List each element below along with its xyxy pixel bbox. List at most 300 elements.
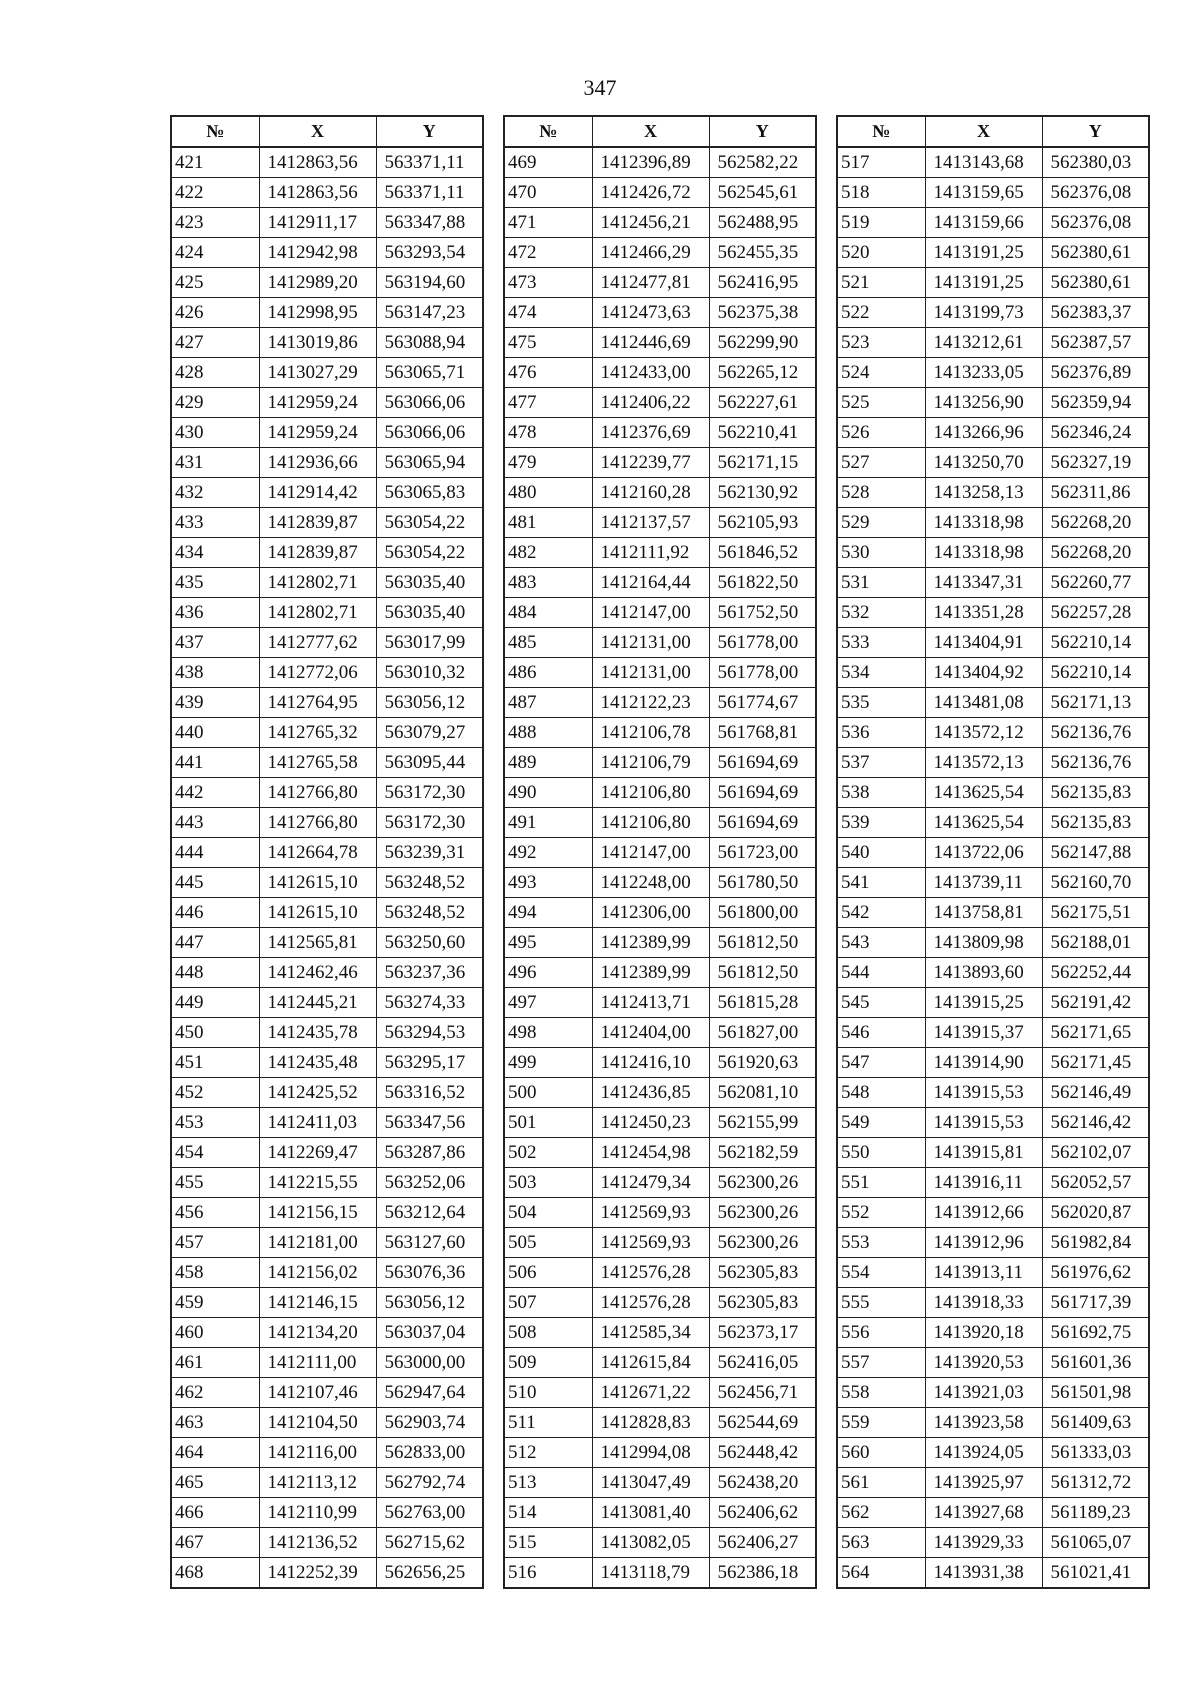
cell-x: 1412615,84 bbox=[592, 1348, 709, 1378]
table-row bbox=[504, 1138, 816, 1168]
cell-y: 562305,83 bbox=[709, 1258, 816, 1288]
table-row bbox=[837, 1168, 1149, 1198]
header-number: № bbox=[171, 116, 259, 147]
table-row bbox=[837, 238, 1149, 268]
cell-y: 561812,50 bbox=[709, 928, 816, 958]
cell-number: 524 bbox=[837, 358, 925, 388]
table-row bbox=[171, 1558, 483, 1589]
cell-x: 1412116,00 bbox=[259, 1438, 376, 1468]
cell-x: 1412473,63 bbox=[592, 298, 709, 328]
cell-y: 563194,60 bbox=[376, 268, 483, 298]
cell-y: 562305,83 bbox=[709, 1288, 816, 1318]
cell-y: 562380,03 bbox=[1042, 147, 1149, 178]
cell-number: 563 bbox=[837, 1528, 925, 1558]
header-y: Y bbox=[709, 116, 816, 147]
cell-x: 1412164,44 bbox=[592, 568, 709, 598]
cell-x: 1412802,71 bbox=[259, 598, 376, 628]
cell-y: 561768,81 bbox=[709, 718, 816, 748]
table-row bbox=[504, 688, 816, 718]
cell-y: 563066,06 bbox=[376, 418, 483, 448]
cell-x: 1412426,72 bbox=[592, 178, 709, 208]
table-row bbox=[837, 1378, 1149, 1408]
cell-number: 421 bbox=[171, 147, 259, 178]
cell-y: 562260,77 bbox=[1042, 568, 1149, 598]
cell-x: 1412396,89 bbox=[592, 147, 709, 178]
cell-x: 1412156,15 bbox=[259, 1198, 376, 1228]
table-row bbox=[504, 147, 816, 178]
cell-y: 563347,88 bbox=[376, 208, 483, 238]
table-row bbox=[837, 688, 1149, 718]
cell-number: 549 bbox=[837, 1108, 925, 1138]
table-row bbox=[837, 1048, 1149, 1078]
cell-number: 502 bbox=[504, 1138, 592, 1168]
cell-x: 1412454,98 bbox=[592, 1138, 709, 1168]
table-row bbox=[504, 448, 816, 478]
cell-y: 562406,27 bbox=[709, 1528, 816, 1558]
cell-number: 551 bbox=[837, 1168, 925, 1198]
cell-y: 562268,20 bbox=[1042, 508, 1149, 538]
table-row bbox=[837, 1138, 1149, 1168]
cell-x: 1412477,81 bbox=[592, 268, 709, 298]
cell-x: 1412111,00 bbox=[259, 1348, 376, 1378]
table-row bbox=[171, 1438, 483, 1468]
cell-number: 519 bbox=[837, 208, 925, 238]
cell-number: 468 bbox=[171, 1558, 259, 1589]
table-row bbox=[171, 418, 483, 448]
cell-x: 1413931,38 bbox=[925, 1558, 1042, 1589]
table-row bbox=[171, 508, 483, 538]
header-x: X bbox=[259, 116, 376, 147]
table-row bbox=[837, 388, 1149, 418]
cell-number: 540 bbox=[837, 838, 925, 868]
cell-x: 1413191,25 bbox=[925, 268, 1042, 298]
cell-x: 1412450,23 bbox=[592, 1108, 709, 1138]
table-row bbox=[171, 1258, 483, 1288]
cell-number: 503 bbox=[504, 1168, 592, 1198]
cell-y: 561692,75 bbox=[1042, 1318, 1149, 1348]
table-row bbox=[171, 178, 483, 208]
cell-x: 1413199,73 bbox=[925, 298, 1042, 328]
cell-number: 429 bbox=[171, 388, 259, 418]
cell-y: 562380,61 bbox=[1042, 238, 1149, 268]
cell-x: 1413250,70 bbox=[925, 448, 1042, 478]
cell-number: 423 bbox=[171, 208, 259, 238]
table-row bbox=[171, 868, 483, 898]
coordinate-table-3 bbox=[836, 115, 1150, 1589]
table-row bbox=[504, 1198, 816, 1228]
table-row bbox=[171, 598, 483, 628]
cell-x: 1412911,17 bbox=[259, 208, 376, 238]
cell-x: 1412376,69 bbox=[592, 418, 709, 448]
cell-number: 515 bbox=[504, 1528, 592, 1558]
cell-x: 1413082,05 bbox=[592, 1528, 709, 1558]
table-row bbox=[171, 778, 483, 808]
cell-x: 1413912,66 bbox=[925, 1198, 1042, 1228]
cell-x: 1412269,47 bbox=[259, 1138, 376, 1168]
cell-x: 1413739,11 bbox=[925, 868, 1042, 898]
cell-number: 486 bbox=[504, 658, 592, 688]
cell-y: 562327,19 bbox=[1042, 448, 1149, 478]
table-row bbox=[504, 268, 816, 298]
cell-x: 1412479,34 bbox=[592, 1168, 709, 1198]
cell-number: 541 bbox=[837, 868, 925, 898]
cell-y: 562300,26 bbox=[709, 1198, 816, 1228]
cell-number: 517 bbox=[837, 147, 925, 178]
cell-x: 1413027,29 bbox=[259, 358, 376, 388]
cell-x: 1412445,21 bbox=[259, 988, 376, 1018]
table-row bbox=[504, 418, 816, 448]
cell-y: 561065,07 bbox=[1042, 1528, 1149, 1558]
cell-y: 561312,72 bbox=[1042, 1468, 1149, 1498]
cell-y: 561409,63 bbox=[1042, 1408, 1149, 1438]
cell-y: 562102,07 bbox=[1042, 1138, 1149, 1168]
cell-y: 562081,10 bbox=[709, 1078, 816, 1108]
cell-x: 1412111,92 bbox=[592, 538, 709, 568]
table-row bbox=[837, 1078, 1149, 1108]
cell-x: 1413625,54 bbox=[925, 808, 1042, 838]
cell-number: 514 bbox=[504, 1498, 592, 1528]
cell-y: 562656,25 bbox=[376, 1558, 483, 1589]
cell-x: 1412306,00 bbox=[592, 898, 709, 928]
table-row bbox=[837, 958, 1149, 988]
table-row bbox=[837, 147, 1149, 178]
cell-y: 561982,84 bbox=[1042, 1228, 1149, 1258]
table-row bbox=[171, 1408, 483, 1438]
cell-number: 491 bbox=[504, 808, 592, 838]
cell-y: 563017,99 bbox=[376, 628, 483, 658]
header-x: X bbox=[592, 116, 709, 147]
cell-y: 562715,62 bbox=[376, 1528, 483, 1558]
cell-number: 507 bbox=[504, 1288, 592, 1318]
table-row bbox=[171, 1468, 483, 1498]
table-row bbox=[837, 538, 1149, 568]
cell-x: 1413318,98 bbox=[925, 538, 1042, 568]
table-row bbox=[504, 1288, 816, 1318]
cell-number: 531 bbox=[837, 568, 925, 598]
cell-y: 562376,08 bbox=[1042, 178, 1149, 208]
cell-number: 564 bbox=[837, 1558, 925, 1589]
cell-y: 562792,74 bbox=[376, 1468, 483, 1498]
cell-x: 1412863,56 bbox=[259, 178, 376, 208]
cell-x: 1412248,00 bbox=[592, 868, 709, 898]
table-row bbox=[171, 958, 483, 988]
cell-x: 1412565,81 bbox=[259, 928, 376, 958]
cell-number: 422 bbox=[171, 178, 259, 208]
cell-y: 563065,83 bbox=[376, 478, 483, 508]
cell-number: 556 bbox=[837, 1318, 925, 1348]
table-row bbox=[504, 808, 816, 838]
cell-x: 1413572,13 bbox=[925, 748, 1042, 778]
cell-x: 1412462,46 bbox=[259, 958, 376, 988]
cell-number: 545 bbox=[837, 988, 925, 1018]
cell-x: 1412828,83 bbox=[592, 1408, 709, 1438]
cell-x: 1413893,60 bbox=[925, 958, 1042, 988]
cell-x: 1412131,00 bbox=[592, 628, 709, 658]
cell-number: 442 bbox=[171, 778, 259, 808]
cell-x: 1412136,52 bbox=[259, 1528, 376, 1558]
cell-number: 470 bbox=[504, 178, 592, 208]
cell-y: 562146,42 bbox=[1042, 1108, 1149, 1138]
cell-x: 1412777,62 bbox=[259, 628, 376, 658]
cell-number: 466 bbox=[171, 1498, 259, 1528]
table-row bbox=[171, 1348, 483, 1378]
cell-y: 563295,17 bbox=[376, 1048, 483, 1078]
cell-number: 454 bbox=[171, 1138, 259, 1168]
cell-number: 539 bbox=[837, 808, 925, 838]
cell-y: 562299,90 bbox=[709, 328, 816, 358]
cell-x: 1412942,98 bbox=[259, 238, 376, 268]
cell-x: 1413925,97 bbox=[925, 1468, 1042, 1498]
cell-y: 562052,57 bbox=[1042, 1168, 1149, 1198]
cell-x: 1413758,81 bbox=[925, 898, 1042, 928]
cell-number: 554 bbox=[837, 1258, 925, 1288]
cell-number: 482 bbox=[504, 538, 592, 568]
cell-x: 1412585,34 bbox=[592, 1318, 709, 1348]
cell-x: 1413481,08 bbox=[925, 688, 1042, 718]
cell-number: 452 bbox=[171, 1078, 259, 1108]
cell-x: 1412936,66 bbox=[259, 448, 376, 478]
cell-y: 561822,50 bbox=[709, 568, 816, 598]
table-row bbox=[837, 1438, 1149, 1468]
cell-x: 1413318,98 bbox=[925, 508, 1042, 538]
cell-x: 1412404,00 bbox=[592, 1018, 709, 1048]
cell-x: 1413572,12 bbox=[925, 718, 1042, 748]
table-row bbox=[504, 208, 816, 238]
cell-x: 1412959,24 bbox=[259, 388, 376, 418]
cell-y: 563248,52 bbox=[376, 868, 483, 898]
table-row bbox=[504, 478, 816, 508]
table-row bbox=[837, 1498, 1149, 1528]
table-row bbox=[171, 238, 483, 268]
table-row bbox=[504, 1528, 816, 1558]
table-row bbox=[504, 718, 816, 748]
cell-number: 496 bbox=[504, 958, 592, 988]
cell-number: 451 bbox=[171, 1048, 259, 1078]
cell-y: 562160,70 bbox=[1042, 868, 1149, 898]
table-row bbox=[504, 1048, 816, 1078]
table-row bbox=[837, 718, 1149, 748]
cell-x: 1412959,24 bbox=[259, 418, 376, 448]
cell-number: 547 bbox=[837, 1048, 925, 1078]
cell-number: 559 bbox=[837, 1408, 925, 1438]
table-row bbox=[171, 478, 483, 508]
cell-number: 497 bbox=[504, 988, 592, 1018]
cell-y: 562373,17 bbox=[709, 1318, 816, 1348]
cell-x: 1412998,95 bbox=[259, 298, 376, 328]
cell-y: 562416,95 bbox=[709, 268, 816, 298]
cell-x: 1412671,22 bbox=[592, 1378, 709, 1408]
cell-x: 1413923,58 bbox=[925, 1408, 1042, 1438]
cell-y: 563248,52 bbox=[376, 898, 483, 928]
cell-y: 562455,35 bbox=[709, 238, 816, 268]
table-row bbox=[504, 778, 816, 808]
cell-number: 525 bbox=[837, 388, 925, 418]
table-row bbox=[837, 1558, 1149, 1589]
cell-y: 562544,69 bbox=[709, 1408, 816, 1438]
cell-x: 1413351,28 bbox=[925, 598, 1042, 628]
cell-x: 1412131,00 bbox=[592, 658, 709, 688]
cell-y: 562135,83 bbox=[1042, 778, 1149, 808]
cell-y: 562380,61 bbox=[1042, 268, 1149, 298]
table-row bbox=[171, 568, 483, 598]
cell-y: 562210,41 bbox=[709, 418, 816, 448]
cell-y: 562387,57 bbox=[1042, 328, 1149, 358]
cell-number: 475 bbox=[504, 328, 592, 358]
cell-y: 562376,08 bbox=[1042, 208, 1149, 238]
cell-x: 1413212,61 bbox=[925, 328, 1042, 358]
cell-number: 462 bbox=[171, 1378, 259, 1408]
cell-number: 478 bbox=[504, 418, 592, 448]
cell-y: 562311,86 bbox=[1042, 478, 1149, 508]
cell-x: 1412425,52 bbox=[259, 1078, 376, 1108]
cell-x: 1412764,95 bbox=[259, 688, 376, 718]
cell-x: 1413347,31 bbox=[925, 568, 1042, 598]
header-y: Y bbox=[376, 116, 483, 147]
table-row bbox=[504, 388, 816, 418]
cell-x: 1413915,81 bbox=[925, 1138, 1042, 1168]
cell-number: 526 bbox=[837, 418, 925, 448]
cell-x: 1412664,78 bbox=[259, 838, 376, 868]
cell-number: 457 bbox=[171, 1228, 259, 1258]
cell-y: 562182,59 bbox=[709, 1138, 816, 1168]
cell-x: 1412994,08 bbox=[592, 1438, 709, 1468]
table-row bbox=[504, 958, 816, 988]
cell-x: 1412239,77 bbox=[592, 448, 709, 478]
cell-number: 444 bbox=[171, 838, 259, 868]
cell-x: 1412435,48 bbox=[259, 1048, 376, 1078]
header-y: Y bbox=[1042, 116, 1149, 147]
cell-number: 456 bbox=[171, 1198, 259, 1228]
cell-y: 561920,63 bbox=[709, 1048, 816, 1078]
cell-number: 492 bbox=[504, 838, 592, 868]
table-row bbox=[504, 1168, 816, 1198]
cell-number: 453 bbox=[171, 1108, 259, 1138]
cell-number: 489 bbox=[504, 748, 592, 778]
header-number: № bbox=[837, 116, 925, 147]
cell-x: 1412413,71 bbox=[592, 988, 709, 1018]
cell-x: 1413159,65 bbox=[925, 178, 1042, 208]
table-row bbox=[504, 1378, 816, 1408]
cell-y: 562135,83 bbox=[1042, 808, 1149, 838]
cell-number: 509 bbox=[504, 1348, 592, 1378]
cell-y: 562416,05 bbox=[709, 1348, 816, 1378]
cell-x: 1412389,99 bbox=[592, 958, 709, 988]
cell-x: 1412106,78 bbox=[592, 718, 709, 748]
cell-number: 484 bbox=[504, 598, 592, 628]
table-row bbox=[171, 688, 483, 718]
table-row bbox=[837, 1258, 1149, 1288]
cell-number: 499 bbox=[504, 1048, 592, 1078]
cell-y: 562146,49 bbox=[1042, 1078, 1149, 1108]
cell-y: 563065,94 bbox=[376, 448, 483, 478]
cell-number: 548 bbox=[837, 1078, 925, 1108]
coordinate-table-2 bbox=[503, 115, 817, 1589]
cell-y: 563239,31 bbox=[376, 838, 483, 868]
table-row bbox=[171, 448, 483, 478]
cell-number: 425 bbox=[171, 268, 259, 298]
cell-x: 1412569,93 bbox=[592, 1228, 709, 1258]
cell-x: 1413143,68 bbox=[925, 147, 1042, 178]
cell-x: 1412433,00 bbox=[592, 358, 709, 388]
cell-number: 560 bbox=[837, 1438, 925, 1468]
cell-y: 562147,88 bbox=[1042, 838, 1149, 868]
cell-x: 1413929,33 bbox=[925, 1528, 1042, 1558]
cell-number: 449 bbox=[171, 988, 259, 1018]
table-row bbox=[504, 1108, 816, 1138]
table-row bbox=[837, 1408, 1149, 1438]
table-row bbox=[171, 838, 483, 868]
cell-number: 479 bbox=[504, 448, 592, 478]
cell-x: 1412252,39 bbox=[259, 1558, 376, 1589]
cell-x: 1413081,40 bbox=[592, 1498, 709, 1528]
cell-number: 441 bbox=[171, 748, 259, 778]
table-row bbox=[171, 1198, 483, 1228]
cell-y: 561827,00 bbox=[709, 1018, 816, 1048]
table-row bbox=[504, 1468, 816, 1498]
cell-number: 459 bbox=[171, 1288, 259, 1318]
table-row bbox=[504, 838, 816, 868]
cell-number: 424 bbox=[171, 238, 259, 268]
cell-number: 480 bbox=[504, 478, 592, 508]
cell-x: 1412122,23 bbox=[592, 688, 709, 718]
cell-x: 1413916,11 bbox=[925, 1168, 1042, 1198]
cell-x: 1413921,03 bbox=[925, 1378, 1042, 1408]
cell-number: 465 bbox=[171, 1468, 259, 1498]
cell-x: 1413047,49 bbox=[592, 1468, 709, 1498]
cell-y: 563294,53 bbox=[376, 1018, 483, 1048]
cell-x: 1412156,02 bbox=[259, 1258, 376, 1288]
cell-y: 561694,69 bbox=[709, 808, 816, 838]
cell-number: 437 bbox=[171, 628, 259, 658]
cell-number: 485 bbox=[504, 628, 592, 658]
table-row bbox=[837, 778, 1149, 808]
cell-y: 562191,42 bbox=[1042, 988, 1149, 1018]
cell-number: 538 bbox=[837, 778, 925, 808]
cell-x: 1412435,78 bbox=[259, 1018, 376, 1048]
cell-x: 1413915,53 bbox=[925, 1108, 1042, 1138]
cell-y: 562171,13 bbox=[1042, 688, 1149, 718]
cell-y: 563172,30 bbox=[376, 778, 483, 808]
table-row bbox=[171, 268, 483, 298]
cell-number: 439 bbox=[171, 688, 259, 718]
cell-y: 563066,06 bbox=[376, 388, 483, 418]
cell-number: 481 bbox=[504, 508, 592, 538]
cell-y: 562456,71 bbox=[709, 1378, 816, 1408]
table-row bbox=[171, 1138, 483, 1168]
cell-number: 473 bbox=[504, 268, 592, 298]
cell-number: 434 bbox=[171, 538, 259, 568]
cell-y: 562155,99 bbox=[709, 1108, 816, 1138]
cell-y: 561601,36 bbox=[1042, 1348, 1149, 1378]
cell-number: 532 bbox=[837, 598, 925, 628]
cell-y: 562488,95 bbox=[709, 208, 816, 238]
cell-number: 513 bbox=[504, 1468, 592, 1498]
cell-y: 562763,00 bbox=[376, 1498, 483, 1528]
cell-y: 563065,71 bbox=[376, 358, 483, 388]
cell-number: 469 bbox=[504, 147, 592, 178]
cell-y: 562300,26 bbox=[709, 1228, 816, 1258]
cell-x: 1413258,13 bbox=[925, 478, 1042, 508]
cell-number: 534 bbox=[837, 658, 925, 688]
table-row bbox=[171, 1528, 483, 1558]
cell-y: 562438,20 bbox=[709, 1468, 816, 1498]
cell-x: 1413809,98 bbox=[925, 928, 1042, 958]
cell-number: 558 bbox=[837, 1378, 925, 1408]
cell-y: 563237,36 bbox=[376, 958, 483, 988]
cell-x: 1412772,06 bbox=[259, 658, 376, 688]
cell-y: 563172,30 bbox=[376, 808, 483, 838]
cell-x: 1413920,18 bbox=[925, 1318, 1042, 1348]
